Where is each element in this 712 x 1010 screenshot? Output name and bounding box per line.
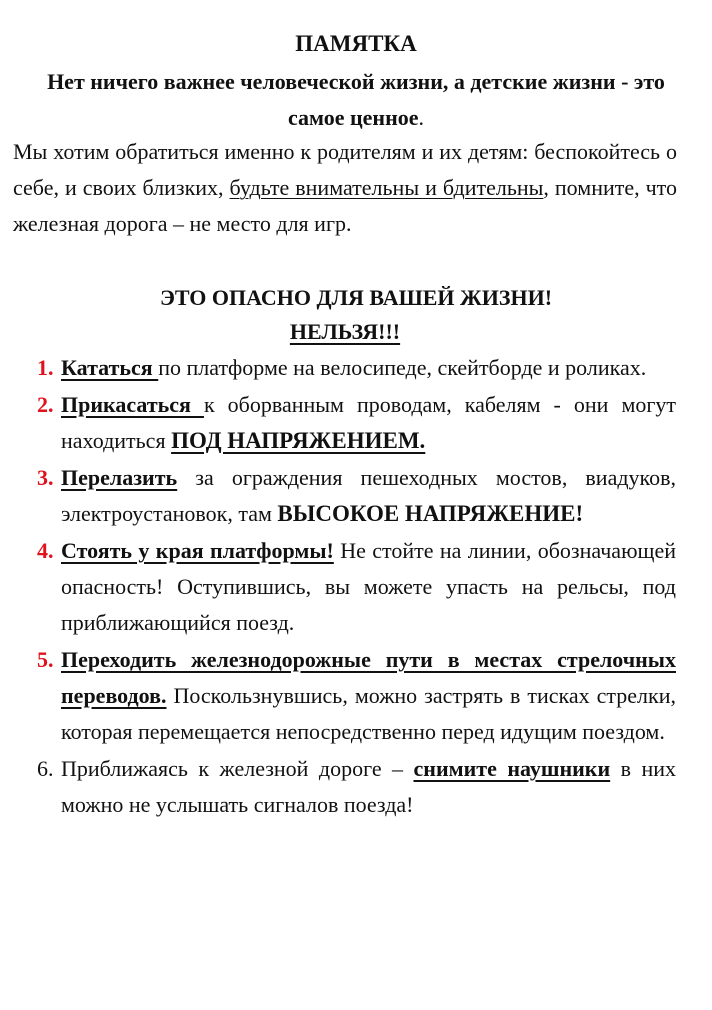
rule-item-3	[0, 460, 676, 532]
rule-keyword: Кататься	[61, 355, 159, 380]
rule-item-4	[0, 533, 676, 641]
rule-text: Не стойте на линии, обозначающей опасность! Оступившись, вы можете упасть на рельсы, под приближающийся поезд.	[61, 538, 676, 635]
intro-underlined-phrase: будьте внимательны и бдительны	[229, 175, 544, 200]
rule-item-6	[0, 751, 676, 823]
rule-text: в них можно не услышать сигналов поезда!	[61, 756, 676, 817]
rule-keyword: Переходить железнодорожные пути в местах стрелочных переводов.	[61, 647, 676, 708]
memo-title: ПАМЯТКА	[295, 31, 417, 56]
intro-part-1: Мы хотим обратиться именно к родителям и их детям: беспокойтесь о себе, и своих близких,	[13, 139, 677, 200]
rule-text: по платформе на велосипеде, скейтборде и роликах.	[158, 355, 647, 380]
rule-keyword: Стоять у края платформы!	[61, 538, 334, 563]
rule-number: 1.	[37, 355, 54, 380]
rule-item-5	[0, 642, 676, 750]
rule-text: к оборванным проводам, кабелям - они могут находиться	[61, 392, 676, 453]
rule-emphasis: ПОД НАПРЯЖЕНИЕМ.	[171, 428, 426, 453]
rule-keyword: снимите наушники	[413, 756, 611, 781]
rule-text: Поскользнувшись, можно застрять в тисках стрелки, которая перемещается непосредственно перед идущим поездом.	[61, 683, 676, 744]
rules-list	[0, 350, 712, 954]
intro-part-2: , помните, что железная дорога – не место для игр.	[13, 175, 677, 236]
danger-heading: ЭТО ОПАСНО ДЛЯ ВАШЕЙ ЖИЗНИ!	[159, 285, 553, 310]
rule-emphasis: ВЫСОКОЕ НАПРЯЖЕНИЕ!	[277, 501, 584, 526]
rule-number: 5.	[37, 647, 54, 672]
intro-paragraph	[13, 134, 677, 242]
rule-number: 6.	[37, 756, 54, 781]
memo-subtitle	[20, 64, 692, 136]
rule-number: 3.	[37, 465, 54, 490]
rule-number: 4.	[37, 538, 54, 563]
rule-text-before: Приближаясь к железной дороге –	[61, 756, 414, 781]
rule-text: за ограждения пешеходных мостов, виадуков, электроустановок, там	[61, 465, 676, 526]
rule-keyword: Перелазить	[61, 465, 178, 490]
rule-item-2	[0, 387, 676, 459]
forbidden-heading: НЕЛЬЗЯ!!!	[289, 319, 401, 344]
rule-keyword: Прикасаться	[61, 392, 204, 417]
rule-item-1	[0, 350, 676, 386]
subtitle-period: .	[418, 105, 425, 130]
subtitle-text: Нет ничего важнее человеческой жизни, а детские жизни - это самое ценное	[47, 69, 665, 130]
rule-number: 2.	[37, 392, 54, 417]
